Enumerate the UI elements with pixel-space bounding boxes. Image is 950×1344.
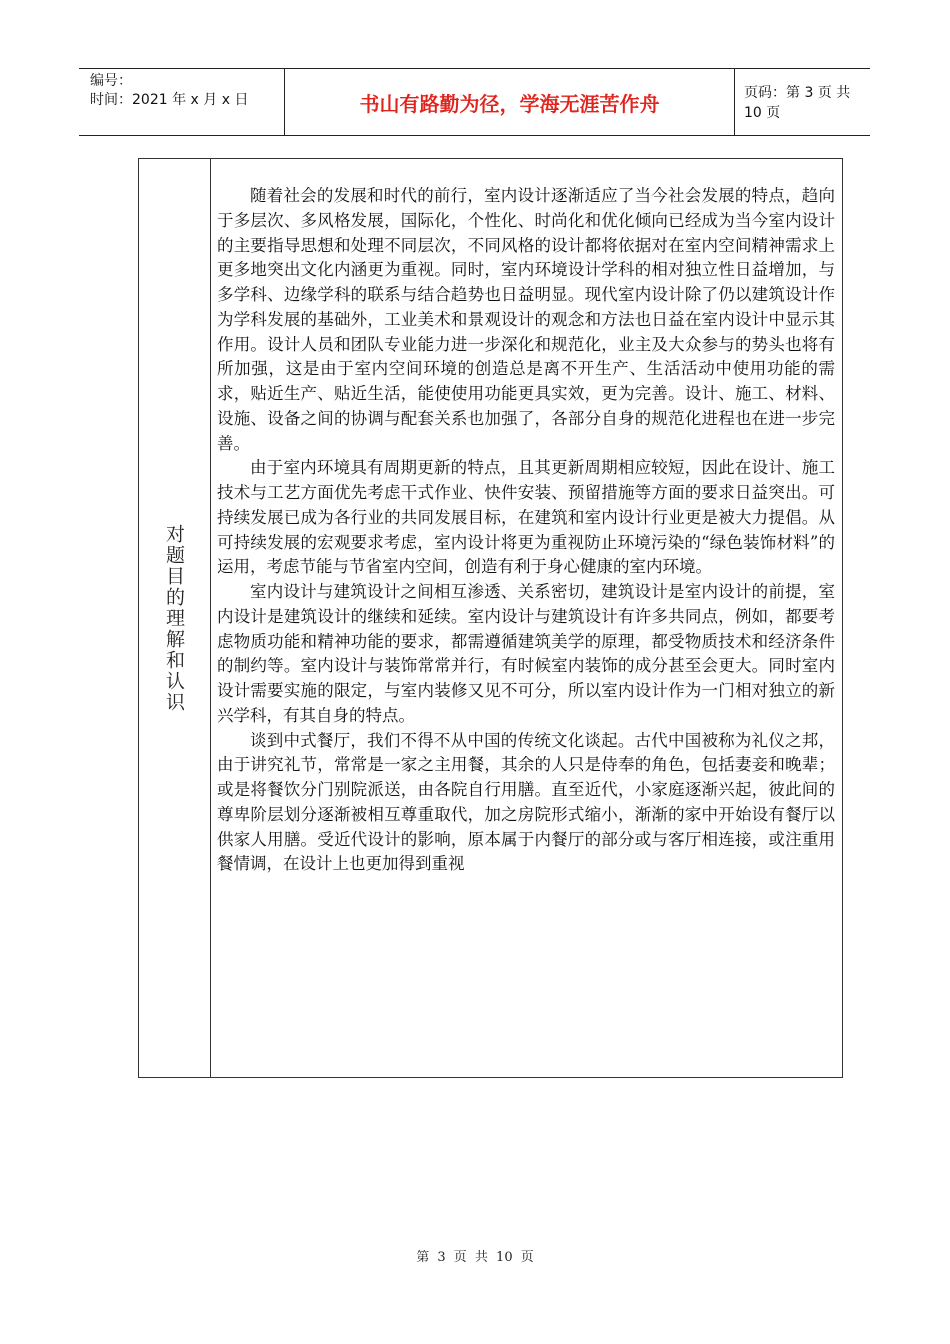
paragraph-2: 由于室内环境具有周期更新的特点，且其更新周期相应较短，因此在设计、施工技术与工艺方面优先考虑干式作业、快件安装、预留措施等方面的要求日益突出。可持续发展已成为各行业的共同发展目标，在建筑和室内设计行业更是被大力提倡。从可持续发展的宏观要求考虑，室内设计将更为重视防止环境污染的“绿色装饰材料”的运用，考虑节能与节省室内空间，创造有利于身心健康的室内环境。	[217, 458, 835, 577]
paragraph-4: 谈到中式餐厅，我们不得不从中国的传统文化谈起。古代中国被称为礼仪之邦，由于讲究礼节，常常是一家之主用餐，其余的人只是侍奉的角色，包括妻妾和晚辈；或是将餐饮分门别院派送，由各院自行用膳。直至近代，小家庭逐渐兴起，彼此间的尊卑阶层划分逐渐被相互尊重取代，加之房院形式缩小，渐渐的家中开始设有餐厅以供家人用膳。受近代设计的影响，原本属于内餐厅的部分或与客厅相连接，或注重用餐情调，在设计上也更加得到重视	[217, 730, 835, 874]
document-time-label: 时间：2021 年 x 月 x 日	[90, 92, 249, 108]
row-label-cell	[139, 159, 211, 1077]
header-page-label: 页码：第 3 页 共 10 页	[744, 85, 851, 121]
page-header	[79, 68, 870, 136]
content-table	[138, 158, 843, 1078]
row-label: 对题目的理解和认识	[163, 523, 185, 713]
document-number-label: 编号：	[90, 73, 132, 89]
paragraph-1: 随着社会的发展和时代的前行，室内设计逐渐适应了当今社会发展的特点，趋向于多层次、多风格发展，国际化，个性化、时尚化和优化倾向已经成为当今室内设计的主要指导思想和处理不同层次，不同风格的设计都将依据对在室内空间精神需求上更多地突出文化内涵更为重视。同时，室内环境设计学科的相对独立性日益增加，与多学科、边缘学科的联系与结合趋势也日益明显。现代室内设计除了仍以建筑设计作为学科发展的基础外，工业美术和景观设计的观念和方法也日益在室内设计中显示其作用。设计人员和团队专业能力进一步深化和规范化，业主及大众参与的势头也将有所加强，这是由于室内空间环境的创造总是离不开生产、生活活动中使用功能的需求，贴近生产、贴近生活，能使使用功能更具实效，更为完善。设计、施工、材料、设施、设备之间的协调与配套关系也加强了，各部分自身的规范化进程也在进一步完善。	[217, 186, 835, 453]
header-motto: 书山有路勤为径，学海无涯苦作舟	[285, 69, 735, 135]
page-footer: 第 3 页 共 10 页	[416, 1250, 534, 1265]
paragraph-3: 室内设计与建筑设计之间相互渗透、关系密切，建筑设计是室内设计的前提，室内设计是建筑设计的继续和延续。室内设计与建筑设计有许多共同点，例如，都要考虑物质功能和精神功能的要求，都需遵循建筑美学的原理，都受物质技术和经济条件的制约等。室内设计与装饰常常并行，有时候室内装饰的成分甚至会更大。同时室内设计需要实施的限定，与室内装修又见不可分，所以室内设计作为一门相对独立的新兴学科，有其自身的特点。	[217, 582, 835, 725]
header-meta	[79, 69, 285, 135]
content-cell	[217, 184, 835, 877]
